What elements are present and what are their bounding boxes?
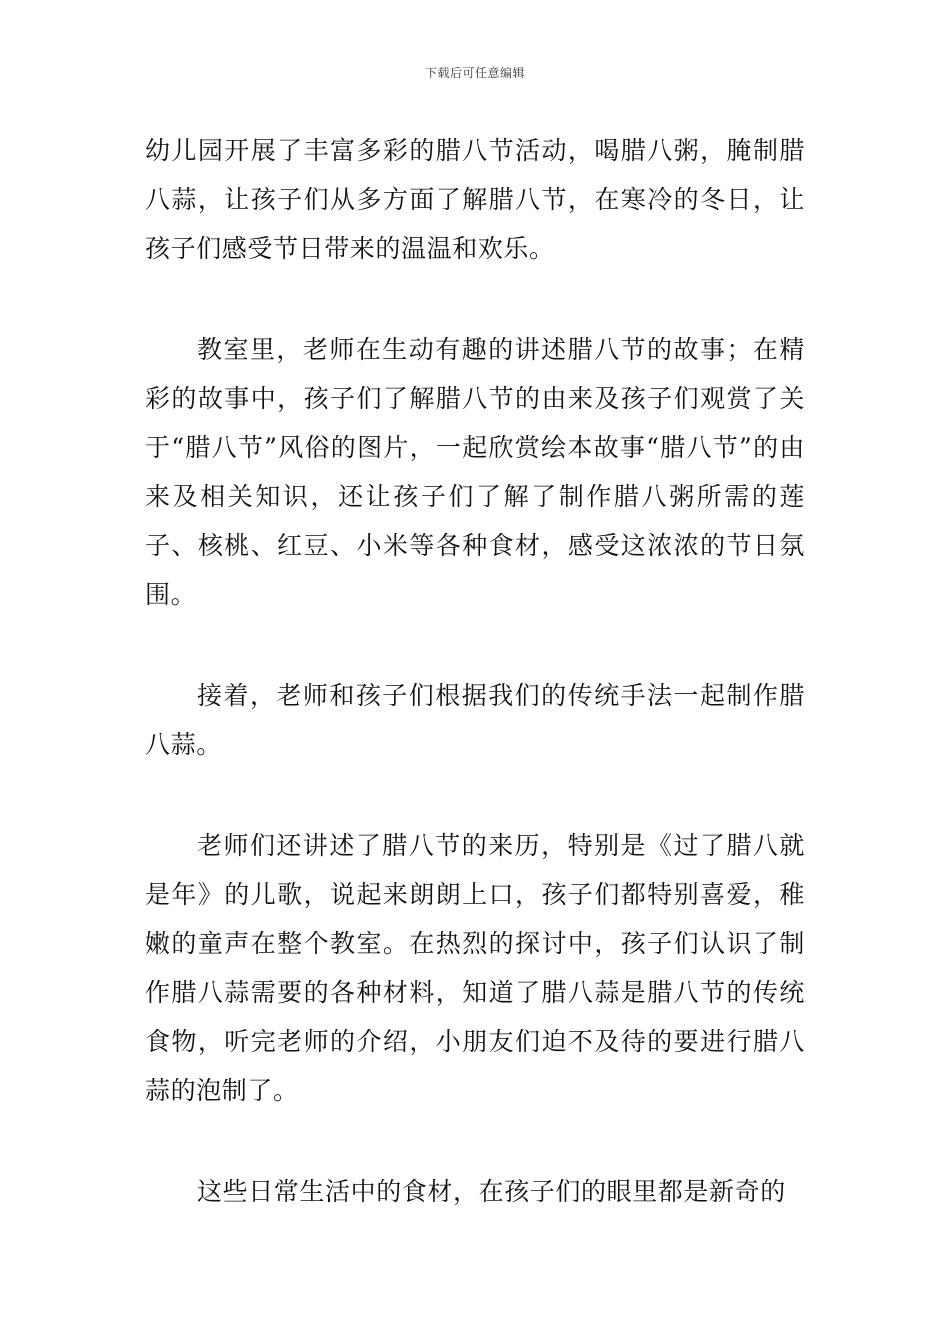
paragraph-classroom-story: 教室里，老师在生动有趣的讲述腊八节的故事；在精彩的故事中，孩子们了解腊八节的由来及孩子们观赏了关于“腊八节”风俗的图片，一起欣赏绘本故事“腊八节”的由来及相关知识，还让孩子们了解了制作腊八粥所需的莲子、核桃、红豆、小米等各种食材，感受这浓浓的节日氛围。	[145, 335, 805, 609]
document-body	[145, 126, 805, 1268]
page-header-note: 下载后可任意编辑	[424, 66, 525, 80]
paragraph-ingredients: 这些日常生活中的食材，在孩子们的眼里都是新奇的	[197, 1177, 786, 1206]
paragraph-history-song: 老师们还讲述了腊八节的来历，特别是《过了腊八就是年》的儿歌，说起来朗朗上口，孩子们都特别喜爱，稚嫩的童声在整个教室。在热烈的探讨中，孩子们认识了制作腊八蒜需要的各种材料，知道了腊八蒜是腊八节的传统食物，听完老师的介绍，小朋友们迫不及待的要进行腊八蒜的泡制了。	[145, 831, 805, 1105]
paragraph-making-garlic: 接着，老师和孩子们根据我们的传统手法一起制作腊八蒜。	[145, 681, 805, 759]
paragraph-intro: 幼儿园开展了丰富多彩的腊八节活动，喝腊八粥，腌制腊八蒜，让孩子们从多方面了解腊八节，在寒冷的冬日，让孩子们感受节日带来的温温和欢乐。	[145, 136, 805, 263]
